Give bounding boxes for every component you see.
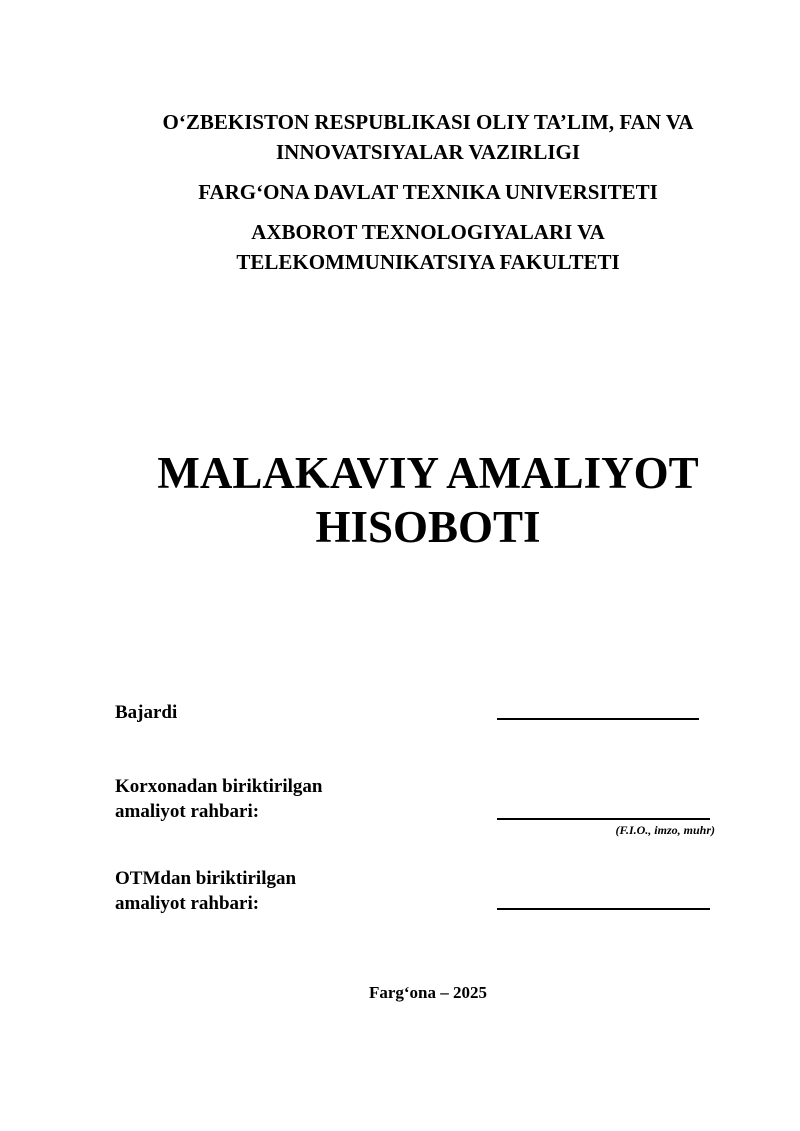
faculty-name-line-1: AXBOROT TEXNOLOGIYALARI VA xyxy=(251,220,605,244)
place-year: Farg‘ona – 2025 xyxy=(368,983,488,1002)
faculty-name-line-2: TELEKOMMUNIKATSIYA FAKULTETI xyxy=(236,250,620,274)
ministry-name-line-2: INNOVATSIYALAR VAZIRLIGI xyxy=(275,140,581,164)
university-supervisor-signature-line xyxy=(497,908,710,910)
ministry-name-line-1: O‘ZBEKISTON RESPUBLIKASI OLIY TA’LIM, FAN VA xyxy=(162,110,694,134)
signature-hint: (F.I.O., imzo, muhr) xyxy=(615,823,715,837)
company-supervisor-label xyxy=(115,774,322,824)
company-supervisor-label-line-1: Korxonadan biriktirilgan xyxy=(115,776,323,797)
document-title-line-1: MALAKAVIY AMALIYOT xyxy=(157,448,699,498)
document-title-line-2: HISOBOTI xyxy=(315,502,541,552)
university-supervisor-label-line-1: OTMdan biriktirilgan xyxy=(115,868,297,889)
document-title xyxy=(100,446,756,554)
university-supervisor-label-line-2: amaliyot rahbari: xyxy=(115,893,260,914)
company-supervisor-label-line-2: amaliyot rahbari: xyxy=(115,801,260,822)
university-supervisor-label xyxy=(115,866,296,916)
performed-by-signature-line xyxy=(497,718,699,720)
institution-header xyxy=(100,107,756,277)
company-supervisor-signature-line xyxy=(497,818,710,820)
performed-by-label: Bajardi xyxy=(115,702,178,723)
university-name: FARG‘ONA DAVLAT TEXNIKA UNIVERSITETI xyxy=(198,180,658,204)
